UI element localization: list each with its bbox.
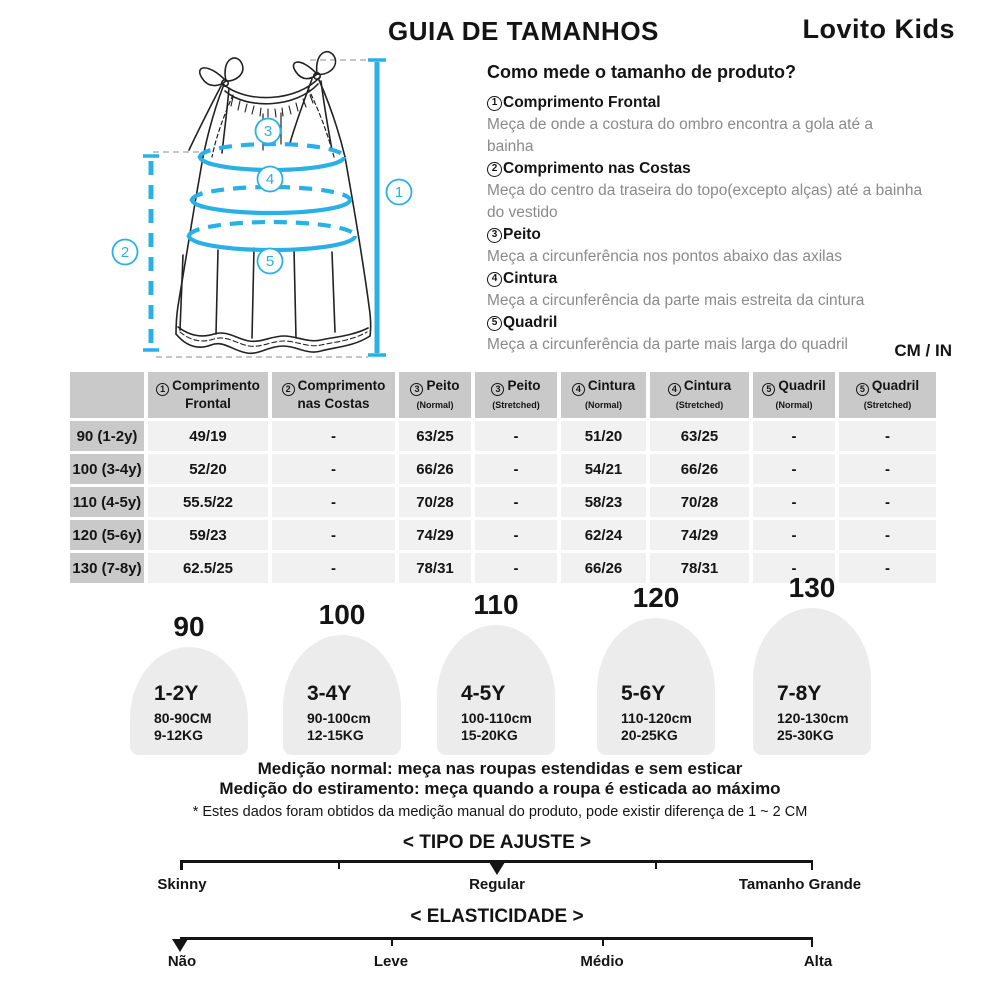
col-header-waist-normal: 4 Cintura (Normal) <box>561 372 646 418</box>
svg-text:2: 2 <box>120 244 130 261</box>
fit-scale-tick <box>655 860 657 869</box>
col-header-chest-stretched: 3 Peito (Stretched) <box>475 372 557 418</box>
figure-height: 120-130cm <box>777 710 849 726</box>
stretch-scale-label-medium: Médio <box>580 953 624 970</box>
callout-1 <box>387 180 412 205</box>
figure-size-label: 110 <box>473 589 519 620</box>
stretch-scale-label-none: Não <box>167 953 197 970</box>
page-title: GUIA DE TAMANHOS <box>388 16 659 46</box>
fit-scale-title: < TIPO DE AJUSTE > <box>402 832 592 853</box>
measure-item-back-length <box>487 158 957 224</box>
stretch-scale-right-cap <box>811 937 814 947</box>
table-cell: - <box>839 520 936 550</box>
table-cell: - <box>475 553 557 583</box>
note-normal-measurement: Medição normal: meça nas roupas estendidas e sem esticar <box>257 759 743 778</box>
table-cell: - <box>272 454 395 484</box>
measure-item-desc: bainha <box>487 138 534 155</box>
circled-number-icon: 4 <box>572 383 585 396</box>
fit-scale-line <box>180 860 813 863</box>
circled-number-icon: 5 <box>762 383 775 396</box>
figure-weight: 9-12KG <box>154 727 204 743</box>
stretch-scale-line <box>180 937 813 940</box>
size-figure-110 <box>437 590 555 755</box>
fit-scale-left-cap <box>180 860 183 870</box>
circled-number-icon: 3 <box>491 383 504 396</box>
size-figure-100 <box>283 600 401 755</box>
table-cell: - <box>753 487 835 517</box>
measure-item-title: 2 Comprimento nas Costas <box>487 158 957 180</box>
table-cell: 62.5/25 <box>148 553 268 583</box>
fit-scale-label-skinny: Skinny <box>157 876 207 893</box>
measure-item-desc: Meça de onde a costura do ombro encontra a gola até a <box>487 116 874 133</box>
table-cell: 54/21 <box>561 454 646 484</box>
svg-text:3: 3 <box>263 123 273 140</box>
figure-arch <box>437 625 555 755</box>
row-size-label: 110 (4-5y) <box>70 487 144 517</box>
dress-measurement-diagram <box>95 48 430 360</box>
note-disclaimer: * Estes dados foram obtidos da medição manual do produto, pode existir diferença de 1 ~ 2 CM <box>192 804 808 820</box>
circled-number-icon: 4 <box>487 272 502 287</box>
figure-weight: 12-15KG <box>307 727 364 743</box>
measure-guide-heading: Como mede o tamanho de produto? <box>487 62 796 82</box>
col-header-hip-stretched: 5 Quadril (Stretched) <box>839 372 936 418</box>
circled-number-icon: 3 <box>487 228 502 243</box>
measure-item-title: 3 Peito <box>487 224 957 246</box>
table-cell: 52/20 <box>148 454 268 484</box>
circled-number-icon: 4 <box>668 383 681 396</box>
measure-item-title: 5 Quadril <box>487 312 957 334</box>
stretch-scale-marker-icon <box>172 939 188 952</box>
figure-weight: 20-25KG <box>621 727 678 743</box>
unit-label: CM / IN <box>894 341 952 360</box>
size-figure-120 <box>597 583 715 755</box>
table-cell: - <box>753 454 835 484</box>
hip-measure-ellipse <box>188 222 355 250</box>
table-cell: 66/26 <box>650 454 749 484</box>
table-cell: 58/23 <box>561 487 646 517</box>
table-cell: - <box>475 520 557 550</box>
measure-item-front-length <box>487 92 957 158</box>
callout-4 <box>258 167 283 192</box>
stretch-scale-label-light: Leve <box>373 953 409 970</box>
table-cell: 51/20 <box>561 421 646 451</box>
table-cell: - <box>753 520 835 550</box>
svg-text:5: 5 <box>265 253 275 270</box>
figure-age: 4-5Y <box>461 682 506 705</box>
circled-number-icon: 2 <box>487 162 502 177</box>
table-cell: 55.5/22 <box>148 487 268 517</box>
table-cell: - <box>839 553 936 583</box>
table-cell: 78/31 <box>399 553 471 583</box>
fit-scale-right-cap <box>811 860 814 870</box>
figure-arch <box>283 635 401 755</box>
figure-height: 80-90CM <box>154 710 212 726</box>
measure-item-title: 4 Cintura <box>487 268 957 290</box>
col-header-chest-normal: 3 Peito (Normal) <box>399 372 471 418</box>
table-cell: - <box>753 421 835 451</box>
table-cell: 74/29 <box>399 520 471 550</box>
callout-3 <box>256 119 281 144</box>
table-cell: 62/24 <box>561 520 646 550</box>
table-cell: - <box>272 520 395 550</box>
col-header-back-length: 2 Comprimento nas Costas <box>272 372 395 418</box>
callout-5 <box>258 249 283 274</box>
figure-age: 7-8Y <box>777 682 822 705</box>
table-cell: - <box>475 454 557 484</box>
measure-item-desc: Meça do centro da traseira do topo(excepto alças) até a bainha <box>487 182 923 199</box>
figure-height: 110-120cm <box>621 710 692 726</box>
stretch-scale-tick <box>391 937 393 946</box>
size-table <box>70 372 936 583</box>
callout-2 <box>113 240 138 265</box>
fit-scale-tick <box>338 860 340 869</box>
table-cell: 63/25 <box>399 421 471 451</box>
circled-number-icon: 1 <box>156 383 169 396</box>
table-cell: - <box>753 553 835 583</box>
note-stretch-measurement: Medição do estiramento: meça quando a roupa é esticada ao máximo <box>219 779 781 798</box>
figure-arch <box>130 647 248 755</box>
table-cell: 63/25 <box>650 421 749 451</box>
size-figure-130 <box>753 573 871 755</box>
table-cell: 59/23 <box>148 520 268 550</box>
measure-item-desc: do vestido <box>487 204 558 221</box>
figure-age: 3-4Y <box>307 682 352 705</box>
measure-item-hip <box>487 312 957 356</box>
figure-weight: 25-30KG <box>777 727 834 743</box>
table-cell: - <box>839 421 936 451</box>
dress-outline <box>176 52 371 354</box>
figure-size-label: 120 <box>632 582 680 613</box>
fit-scale-marker-icon <box>489 862 505 875</box>
figure-size-label: 130 <box>788 572 836 603</box>
col-header-waist-stretched: 4 Cintura (Stretched) <box>650 372 749 418</box>
table-corner-cell <box>70 372 144 418</box>
figure-size-label: 90 <box>173 611 205 642</box>
table-cell: 66/26 <box>561 553 646 583</box>
circled-number-icon: 5 <box>856 383 869 396</box>
table-cell: - <box>272 421 395 451</box>
back-length-measure-line <box>143 156 159 350</box>
figure-height: 100-110cm <box>461 710 532 726</box>
table-cell: 78/31 <box>650 553 749 583</box>
table-cell: - <box>839 454 936 484</box>
fit-scale-label-regular: Regular <box>469 876 525 893</box>
fit-scale-label-large: Tamanho Grande <box>738 876 862 893</box>
circled-number-icon: 5 <box>487 316 502 331</box>
measure-item-desc: Meça a circunferência da parte mais estreita da cintura <box>487 292 865 309</box>
row-size-label: 100 (3-4y) <box>70 454 144 484</box>
figure-height: 90-100cm <box>307 710 371 726</box>
front-length-measure-line <box>368 60 386 355</box>
svg-text:4: 4 <box>265 171 275 188</box>
stretch-scale-label-high: Alta <box>803 953 833 970</box>
circled-number-icon: 3 <box>410 383 423 396</box>
stretch-scale-tick <box>602 937 604 946</box>
size-figure-90 <box>130 612 248 755</box>
figure-weight: 15-20KG <box>461 727 518 743</box>
table-cell: - <box>475 487 557 517</box>
svg-text:1: 1 <box>394 184 404 201</box>
table-cell: - <box>475 421 557 451</box>
col-header-hip-normal: 5 Quadril (Normal) <box>753 372 835 418</box>
table-cell: 74/29 <box>650 520 749 550</box>
table-cell: 49/19 <box>148 421 268 451</box>
table-cell: - <box>272 553 395 583</box>
table-cell: - <box>272 487 395 517</box>
figure-arch <box>753 608 871 755</box>
figure-age: 1-2Y <box>154 682 199 705</box>
table-cell: 70/28 <box>399 487 471 517</box>
measure-item-waist <box>487 268 957 312</box>
circled-number-icon: 2 <box>282 383 295 396</box>
measure-item-chest <box>487 224 957 268</box>
col-header-front-length: 1 Comprimento Frontal <box>148 372 268 418</box>
figure-arch <box>597 618 715 755</box>
row-size-label: 130 (7-8y) <box>70 553 144 583</box>
measure-item-desc: Meça a circunferência da parte mais larga do quadril <box>487 336 848 353</box>
row-size-label: 90 (1-2y) <box>70 421 144 451</box>
table-cell: 66/26 <box>399 454 471 484</box>
row-size-label: 120 (5-6y) <box>70 520 144 550</box>
measure-item-desc: Meça a circunferência nos pontos abaixo das axilas <box>487 248 842 265</box>
stretch-scale-title: < ELASTICIDADE > <box>410 906 584 927</box>
circled-number-icon: 1 <box>487 96 502 111</box>
figure-age: 5-6Y <box>621 682 666 705</box>
measure-item-title: 1 Comprimento Frontal <box>487 92 957 114</box>
table-cell: 70/28 <box>650 487 749 517</box>
figure-size-label: 100 <box>318 599 366 630</box>
table-cell: - <box>839 487 936 517</box>
measure-guide <box>487 62 957 356</box>
brand-logo: Lovito Kids <box>802 14 955 44</box>
